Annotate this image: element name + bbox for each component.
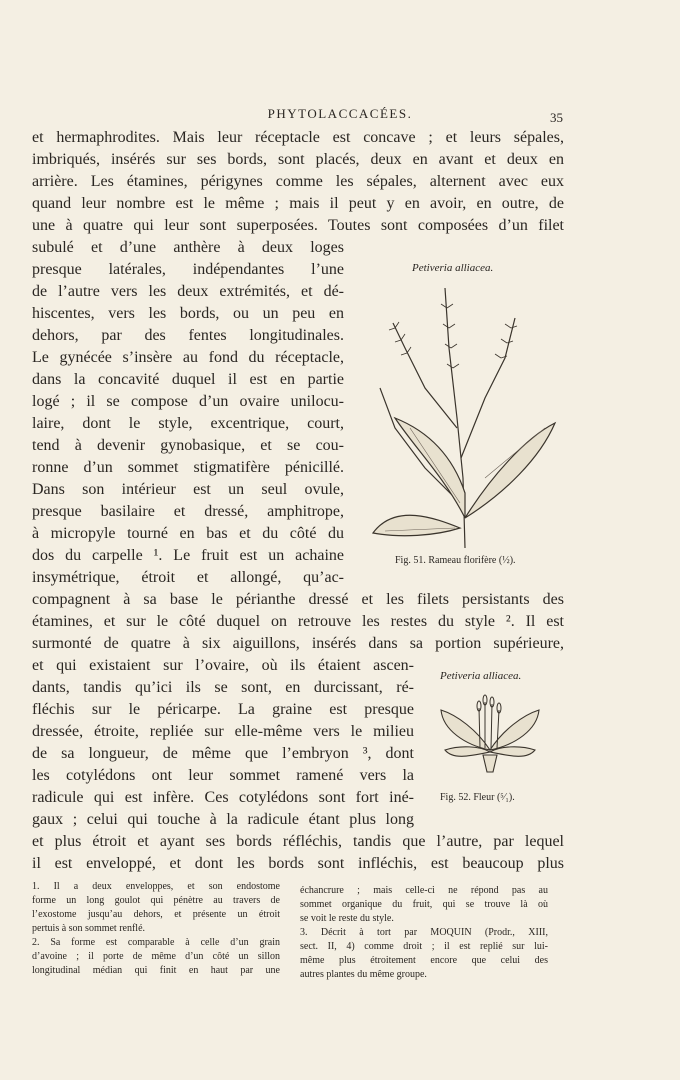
figure-51-title: Petiveria alliacea. bbox=[412, 262, 494, 274]
figure-52-illustration bbox=[435, 690, 545, 780]
figure-52-title: Petiveria alliacea. bbox=[440, 670, 522, 682]
body-line: logé ; il se compose d’un ovaire unilocu- bbox=[32, 393, 344, 410]
footnote-line: sect. II, 4) comme droit ; il est replié sur lui- bbox=[300, 941, 548, 952]
footnote-line: même plus étroitement encore que celui des bbox=[300, 955, 548, 966]
body-line: tend à devenir gynobasique, et se cou- bbox=[32, 437, 344, 454]
footnote-line: sommet organique du fruit, qui se trouve là où bbox=[300, 899, 548, 910]
footnote-line: échancrure ; mais celle-ci ne répond pas au bbox=[300, 885, 548, 896]
footnote-line: se voit le reste du style. bbox=[300, 913, 394, 924]
figure-51-illustration bbox=[365, 278, 565, 553]
running-head: PHYTOLACCACÉES. bbox=[267, 106, 413, 121]
body-line: étamines, et sur le côté duquel on retrouve les restes du style ². Il est bbox=[32, 613, 564, 630]
body-line: gaux ; celui qui touche à la radicule étant plus long bbox=[32, 811, 414, 828]
body-line: radicule qui est infère. Ces cotylédons sont fort iné- bbox=[32, 789, 414, 806]
body-line: presque basilaire et dressé, amphitrope, bbox=[32, 503, 344, 520]
body-line: compagnent à sa base le périanthe dressé et les filets persistants des bbox=[32, 591, 564, 608]
footnote-line: autres plantes du même groupe. bbox=[300, 969, 427, 980]
body-line: laire, dont le style, excentrique, court, bbox=[32, 415, 344, 432]
figure-51-caption: Fig. 51. Rameau florifère (½). bbox=[395, 555, 516, 566]
body-line: Le gynécée s’insère au fond du réceptacle, bbox=[32, 349, 344, 366]
footnote-line: 3. Décrit à tort par MOQUIN (Prodr., XIII, bbox=[300, 927, 548, 938]
body-line: et qui existaient sur l’ovaire, où ils étaient ascen- bbox=[32, 657, 414, 674]
body-line: il est enveloppé, et dont les bords sont infléchis, est beaucoup plus bbox=[32, 855, 564, 872]
footnote-line: l’exostome jusqu’au dehors, et présente un étroit bbox=[32, 909, 280, 920]
body-line: presque latérales, indépendantes l’une bbox=[32, 261, 344, 278]
body-line: de l’autre vers les deux extrémités, et dé- bbox=[32, 283, 344, 300]
body-line: fléchis sur le péricarpe. La graine est presque bbox=[32, 701, 414, 718]
body-line: arrière. Les étamines, périgynes comme les sépales, alternent avec eux bbox=[32, 173, 564, 190]
footnote-line: 1. Il a deux enveloppes, et son endostome bbox=[32, 881, 280, 892]
body-line: à micropyle tourné en bas et du côté du bbox=[32, 525, 344, 542]
body-line: imbriqués, insérés sur ses bords, sont placés, deux en avant et deux en bbox=[32, 151, 564, 168]
body-line: et hermaphrodites. Mais leur réceptacle est concave ; et leurs sépales, bbox=[32, 129, 564, 146]
footnote-line: d’avoine ; il porte de même d’un côté un sillon bbox=[32, 951, 280, 962]
footnote-line: forme un long goulot qui pénètre au travers de bbox=[32, 895, 280, 906]
body-line: subulé et d’une anthère à deux loges bbox=[32, 239, 344, 256]
body-line: dos du carpelle ¹. Le fruit est un achaine bbox=[32, 547, 344, 564]
footnote-line: longitudinal médian qui finit en haut par une bbox=[32, 965, 280, 976]
body-line: dressée, étroite, repliée sur elle-même vers le milieu bbox=[32, 723, 414, 740]
body-line: les cotylédons ont leur sommet ramené vers la bbox=[32, 767, 414, 784]
body-line: Dans son intérieur est un seul ovule, bbox=[32, 481, 344, 498]
footnote-line: pertuis à son sommet renflé. bbox=[32, 923, 146, 934]
footnote-line: 2. Sa forme est comparable à celle d’un grain bbox=[32, 937, 280, 948]
figure-52-caption: Fig. 52. Fleur (⁵⁄₁). bbox=[440, 792, 515, 803]
body-line: dans la concavité duquel il est en partie bbox=[32, 371, 344, 388]
page-number: 35 bbox=[550, 110, 563, 125]
body-line: insymétrique, étroit et allongé, qu’ac- bbox=[32, 569, 344, 586]
body-line: ronne d’un sommet stigmatifère pénicillé. bbox=[32, 459, 344, 476]
body-line: quand leur nombre est le même ; mais il peut y en avoir, en outre, de bbox=[32, 195, 564, 212]
body-line: une à quatre qui leur sont superposées. Toutes sont composées d’un filet bbox=[32, 217, 564, 234]
body-line: dants, tandis qu’ici ils se sont, en durcissant, ré- bbox=[32, 679, 414, 696]
body-line: et plus étroit et ayant ses bords réfléchis, tandis que l’autre, par lequel bbox=[32, 833, 564, 850]
body-line: hiscentes, vers les bords, ou un peu en bbox=[32, 305, 344, 322]
body-line: surmonté de quatre à six aiguillons, insérés dans sa portion supérieure, bbox=[32, 635, 564, 652]
body-line: dehors, par des fentes longitudinales. bbox=[32, 327, 344, 344]
body-line: de sa longueur, de même que l’embryon ³, dont bbox=[32, 745, 414, 762]
